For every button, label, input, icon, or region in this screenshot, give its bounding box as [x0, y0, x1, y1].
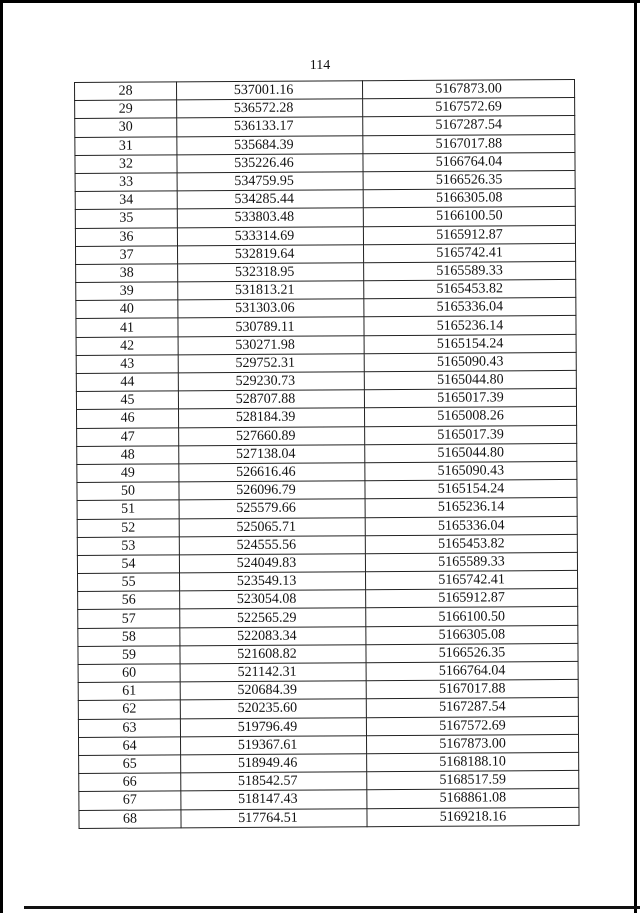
x-coordinate-cell: 526096.79: [179, 481, 365, 500]
table-row: [76, 352, 576, 373]
y-coordinate-cell: 5167873.00: [366, 734, 578, 753]
table-row: [77, 480, 577, 501]
table-row: [75, 116, 575, 137]
x-coordinate-cell: 521142.31: [180, 663, 366, 682]
point-number-cell: 31: [75, 136, 177, 155]
y-coordinate-cell: 5165453.82: [364, 280, 576, 299]
x-coordinate-cell: 537001.16: [177, 81, 363, 100]
x-coordinate-cell: 525579.66: [179, 499, 365, 518]
point-number-cell: 39: [76, 282, 178, 301]
x-coordinate-cell: 518542.57: [181, 772, 367, 791]
table-row: [75, 225, 575, 246]
table-row: [79, 807, 579, 828]
y-coordinate-cell: 5165017.39: [365, 425, 577, 444]
x-coordinate-cell: 530789.11: [178, 317, 364, 336]
y-coordinate-cell: 5165912.87: [366, 589, 578, 608]
x-coordinate-cell: 534759.95: [177, 172, 363, 191]
point-number-cell: 65: [79, 755, 181, 774]
point-number-cell: 42: [76, 336, 178, 355]
point-number-cell: 45: [76, 391, 178, 410]
table-row: [77, 498, 577, 519]
scan-edge-bottom: [24, 906, 640, 909]
y-coordinate-cell: 5165044.80: [364, 370, 576, 389]
point-number-cell: 28: [75, 82, 177, 101]
point-number-cell: 49: [77, 464, 179, 483]
point-number-cell: 33: [75, 173, 177, 192]
table-row: [75, 189, 575, 210]
x-coordinate-cell: 517764.51: [181, 808, 367, 827]
point-number-cell: 51: [77, 500, 179, 519]
point-number-cell: 41: [76, 318, 178, 337]
x-coordinate-cell: 530271.98: [178, 335, 364, 354]
point-number-cell: 55: [78, 573, 180, 592]
point-number-cell: 52: [77, 518, 179, 537]
y-coordinate-cell: 5166100.50: [363, 207, 575, 226]
table-row: [75, 79, 575, 100]
table-row: [77, 534, 577, 555]
y-coordinate-cell: 5165336.04: [365, 516, 577, 535]
table-row: [76, 261, 576, 282]
table-row: [77, 552, 577, 573]
table-row: [77, 425, 577, 446]
point-number-cell: 40: [76, 300, 178, 319]
y-coordinate-cell: 5165154.24: [365, 480, 577, 499]
coordinate-table-wrapper: [74, 79, 579, 829]
coordinate-table-body: [75, 79, 580, 828]
x-coordinate-cell: 523549.13: [180, 572, 366, 591]
x-coordinate-cell: 531813.21: [178, 281, 364, 300]
y-coordinate-cell: 5165912.87: [363, 225, 575, 244]
y-coordinate-cell: 5167572.69: [363, 98, 575, 117]
x-coordinate-cell: 522565.29: [180, 608, 366, 627]
point-number-cell: 35: [75, 209, 177, 228]
point-number-cell: 32: [75, 155, 177, 174]
x-coordinate-cell: 522083.34: [180, 626, 366, 645]
page-number: 114: [309, 58, 331, 73]
x-coordinate-cell: 532318.95: [178, 263, 364, 282]
x-coordinate-cell: 524049.83: [179, 554, 365, 573]
point-number-cell: 47: [77, 427, 179, 446]
y-coordinate-cell: 5165008.26: [364, 407, 576, 426]
point-number-cell: 60: [78, 664, 180, 683]
x-coordinate-cell: 524555.56: [179, 535, 365, 554]
x-coordinate-cell: 535684.39: [177, 135, 363, 154]
point-number-cell: 36: [75, 227, 177, 246]
y-coordinate-cell: 5166305.08: [366, 625, 578, 644]
point-number-cell: 56: [78, 591, 180, 610]
point-number-cell: 38: [76, 264, 178, 283]
point-number-cell: 29: [75, 100, 177, 119]
x-coordinate-cell: 526616.46: [179, 463, 365, 482]
table-row: [76, 298, 576, 319]
table-row: [76, 316, 576, 337]
x-coordinate-cell: 534285.44: [177, 190, 363, 209]
table-row: [76, 334, 576, 355]
point-number-cell: 62: [78, 700, 180, 719]
point-number-cell: 68: [79, 809, 181, 828]
y-coordinate-cell: 5167873.00: [362, 79, 574, 98]
table-row: [76, 280, 576, 301]
y-coordinate-cell: 5166764.04: [366, 661, 578, 680]
x-coordinate-cell: 536572.28: [177, 99, 363, 118]
y-coordinate-cell: 5165017.39: [364, 389, 576, 408]
y-coordinate-cell: 5167572.69: [366, 716, 578, 735]
table-row: [75, 98, 575, 119]
x-coordinate-cell: 528184.39: [179, 408, 365, 427]
x-coordinate-cell: 532819.64: [178, 244, 364, 263]
x-coordinate-cell: 521608.82: [180, 645, 366, 664]
table-row: [77, 443, 577, 464]
scan-edge-left: [0, 0, 3, 913]
y-coordinate-cell: 5166526.35: [366, 643, 578, 662]
point-number-cell: 64: [79, 737, 181, 756]
table-row: [77, 407, 577, 428]
y-coordinate-cell: 5169218.16: [367, 807, 579, 826]
table-row: [76, 243, 576, 264]
table-row: [76, 370, 576, 391]
y-coordinate-cell: 5167017.88: [366, 680, 578, 699]
point-number-cell: 63: [78, 718, 180, 737]
y-coordinate-cell: 5165090.43: [364, 352, 576, 371]
table-row: [77, 461, 577, 482]
y-coordinate-cell: 5165236.14: [364, 316, 576, 335]
point-number-cell: 67: [79, 791, 181, 810]
x-coordinate-cell: 520684.39: [180, 681, 366, 700]
table-row: [75, 207, 575, 228]
y-coordinate-cell: 5165589.33: [364, 261, 576, 280]
point-number-cell: 37: [76, 246, 178, 265]
y-coordinate-cell: 5166764.04: [363, 152, 575, 171]
scan-edge-right: [634, 0, 637, 913]
point-number-cell: 43: [76, 355, 178, 374]
x-coordinate-cell: 529230.73: [178, 372, 364, 391]
table-row: [78, 607, 578, 628]
point-number-cell: 57: [78, 609, 180, 628]
point-number-cell: 54: [77, 555, 179, 574]
y-coordinate-cell: 5168188.10: [367, 752, 579, 771]
y-coordinate-cell: 5167287.54: [366, 698, 578, 717]
y-coordinate-cell: 5165742.41: [365, 570, 577, 589]
point-number-cell: 50: [77, 482, 179, 501]
point-number-cell: 66: [79, 773, 181, 792]
x-coordinate-cell: 528707.88: [178, 390, 364, 409]
point-number-cell: 53: [77, 537, 179, 556]
point-number-cell: 48: [77, 446, 179, 465]
x-coordinate-cell: 536133.17: [177, 117, 363, 136]
y-coordinate-cell: 5167287.54: [363, 116, 575, 135]
y-coordinate-cell: 5165742.41: [363, 243, 575, 262]
point-number-cell: 58: [78, 627, 180, 646]
coordinate-table: [74, 79, 580, 829]
point-number-cell: 59: [78, 646, 180, 665]
y-coordinate-cell: 5166100.50: [366, 607, 578, 626]
point-number-cell: 46: [77, 409, 179, 428]
table-row: [78, 589, 578, 610]
point-number-cell: 30: [75, 118, 177, 137]
x-coordinate-cell: 519796.49: [180, 717, 366, 736]
table-row: [76, 389, 576, 410]
y-coordinate-cell: 5168861.08: [367, 789, 579, 808]
x-coordinate-cell: 531303.06: [178, 299, 364, 318]
x-coordinate-cell: 527138.04: [179, 444, 365, 463]
y-coordinate-cell: 5165090.43: [365, 461, 577, 480]
table-row: [78, 570, 578, 591]
y-coordinate-cell: 5165453.82: [365, 534, 577, 553]
point-number-cell: 34: [75, 191, 177, 210]
x-coordinate-cell: 518949.46: [181, 754, 367, 773]
point-number-cell: 61: [78, 682, 180, 701]
y-coordinate-cell: 5167017.88: [363, 134, 575, 153]
scan-edge-top: [0, 0, 640, 3]
y-coordinate-cell: 5165236.14: [365, 498, 577, 517]
y-coordinate-cell: 5166305.08: [363, 189, 575, 208]
x-coordinate-cell: 518147.43: [181, 790, 367, 809]
x-coordinate-cell: 519367.61: [181, 735, 367, 754]
y-coordinate-cell: 5168517.59: [367, 771, 579, 790]
table-row: [75, 170, 575, 191]
x-coordinate-cell: 527660.89: [179, 426, 365, 445]
x-coordinate-cell: 533314.69: [177, 226, 363, 245]
y-coordinate-cell: 5166526.35: [363, 170, 575, 189]
y-coordinate-cell: 5165044.80: [365, 443, 577, 462]
y-coordinate-cell: 5165336.04: [364, 298, 576, 317]
x-coordinate-cell: 523054.08: [180, 590, 366, 609]
table-row: [75, 134, 575, 155]
x-coordinate-cell: 533803.48: [177, 208, 363, 227]
x-coordinate-cell: 529752.31: [178, 354, 364, 373]
x-coordinate-cell: 520235.60: [180, 699, 366, 718]
x-coordinate-cell: 535226.46: [177, 153, 363, 172]
x-coordinate-cell: 525065.71: [179, 517, 365, 536]
y-coordinate-cell: 5165589.33: [365, 552, 577, 571]
y-coordinate-cell: 5165154.24: [364, 334, 576, 353]
table-row: [75, 152, 575, 173]
point-number-cell: 44: [76, 373, 178, 392]
table-row: [77, 516, 577, 537]
